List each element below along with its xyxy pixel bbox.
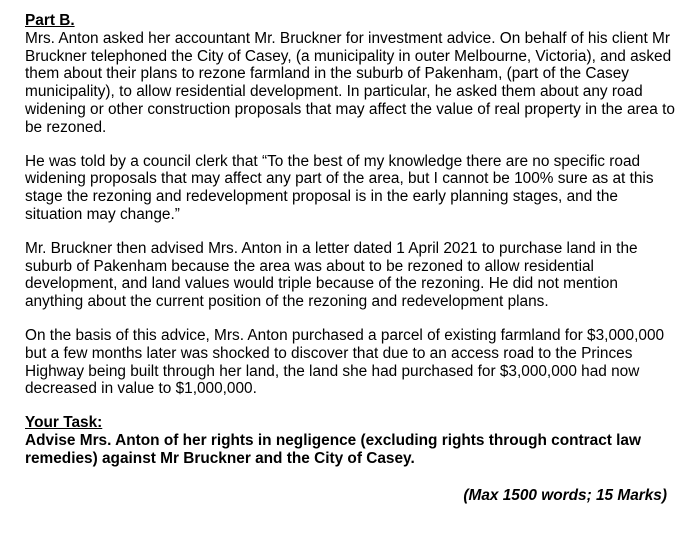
paragraph-gap xyxy=(25,224,675,240)
paragraph-gap xyxy=(25,398,675,414)
paragraph-advice-letter: Mr. Bruckner then advised Mrs. Anton in a letter dated 1 April 2021 to purchase land in the suburb of Pakenham because the area was about to be rezoned to allow residential development, and land values would triple because of the rezoning. He did not mention anything about the current position of the rezoning and redevelopment plans. xyxy=(25,239,638,311)
paragraph-council-clerk: He was told by a council clerk that “To the best of my knowledge there are no specific road widening proposals that may affect any part of the area, but I cannot be 100% sure as at this stage the rezoning and redevelopment proposal is in the early planning stages, and the situation may change.” xyxy=(25,152,654,223)
paragraph-gap xyxy=(25,137,675,153)
paragraph-purchase: On the basis of this advice, Mrs. Anton purchased a parcel of existing farmland for $3,000,000 but a few months later was shocked to discover that due to an access road to the Princes Highway being built through her land, the land she had purchased for $3,000,000 had now decreased in value to $1,000,000. xyxy=(25,326,665,398)
document-page xyxy=(25,12,675,504)
paragraph-advice-request: Mrs. Anton asked her accountant Mr. Bruckner for investment advice. On behalf of his client Mr Bruckner telephoned the City of Casey, (a municipality in outer Melbourne, Victoria), and asked them about their plans to rezone farmland in the suburb of Pakenham, (part of the Casey municipality), to allow residential development. In particular, he asked them about any road widening or other construction proposals that may affect the value of real property in the area to be rezoned. xyxy=(25,29,675,136)
part-heading: Part B. xyxy=(25,12,75,29)
paragraph-gap xyxy=(25,311,675,327)
marks-note: (Max 1500 words; 15 Marks) xyxy=(463,486,667,504)
task-heading: Your Task: xyxy=(25,414,103,432)
task-text: Advise Mrs. Anton of her rights in negligence (excluding rights through contract law remedies) against Mr Bruckner and the City of Casey. xyxy=(25,431,641,467)
